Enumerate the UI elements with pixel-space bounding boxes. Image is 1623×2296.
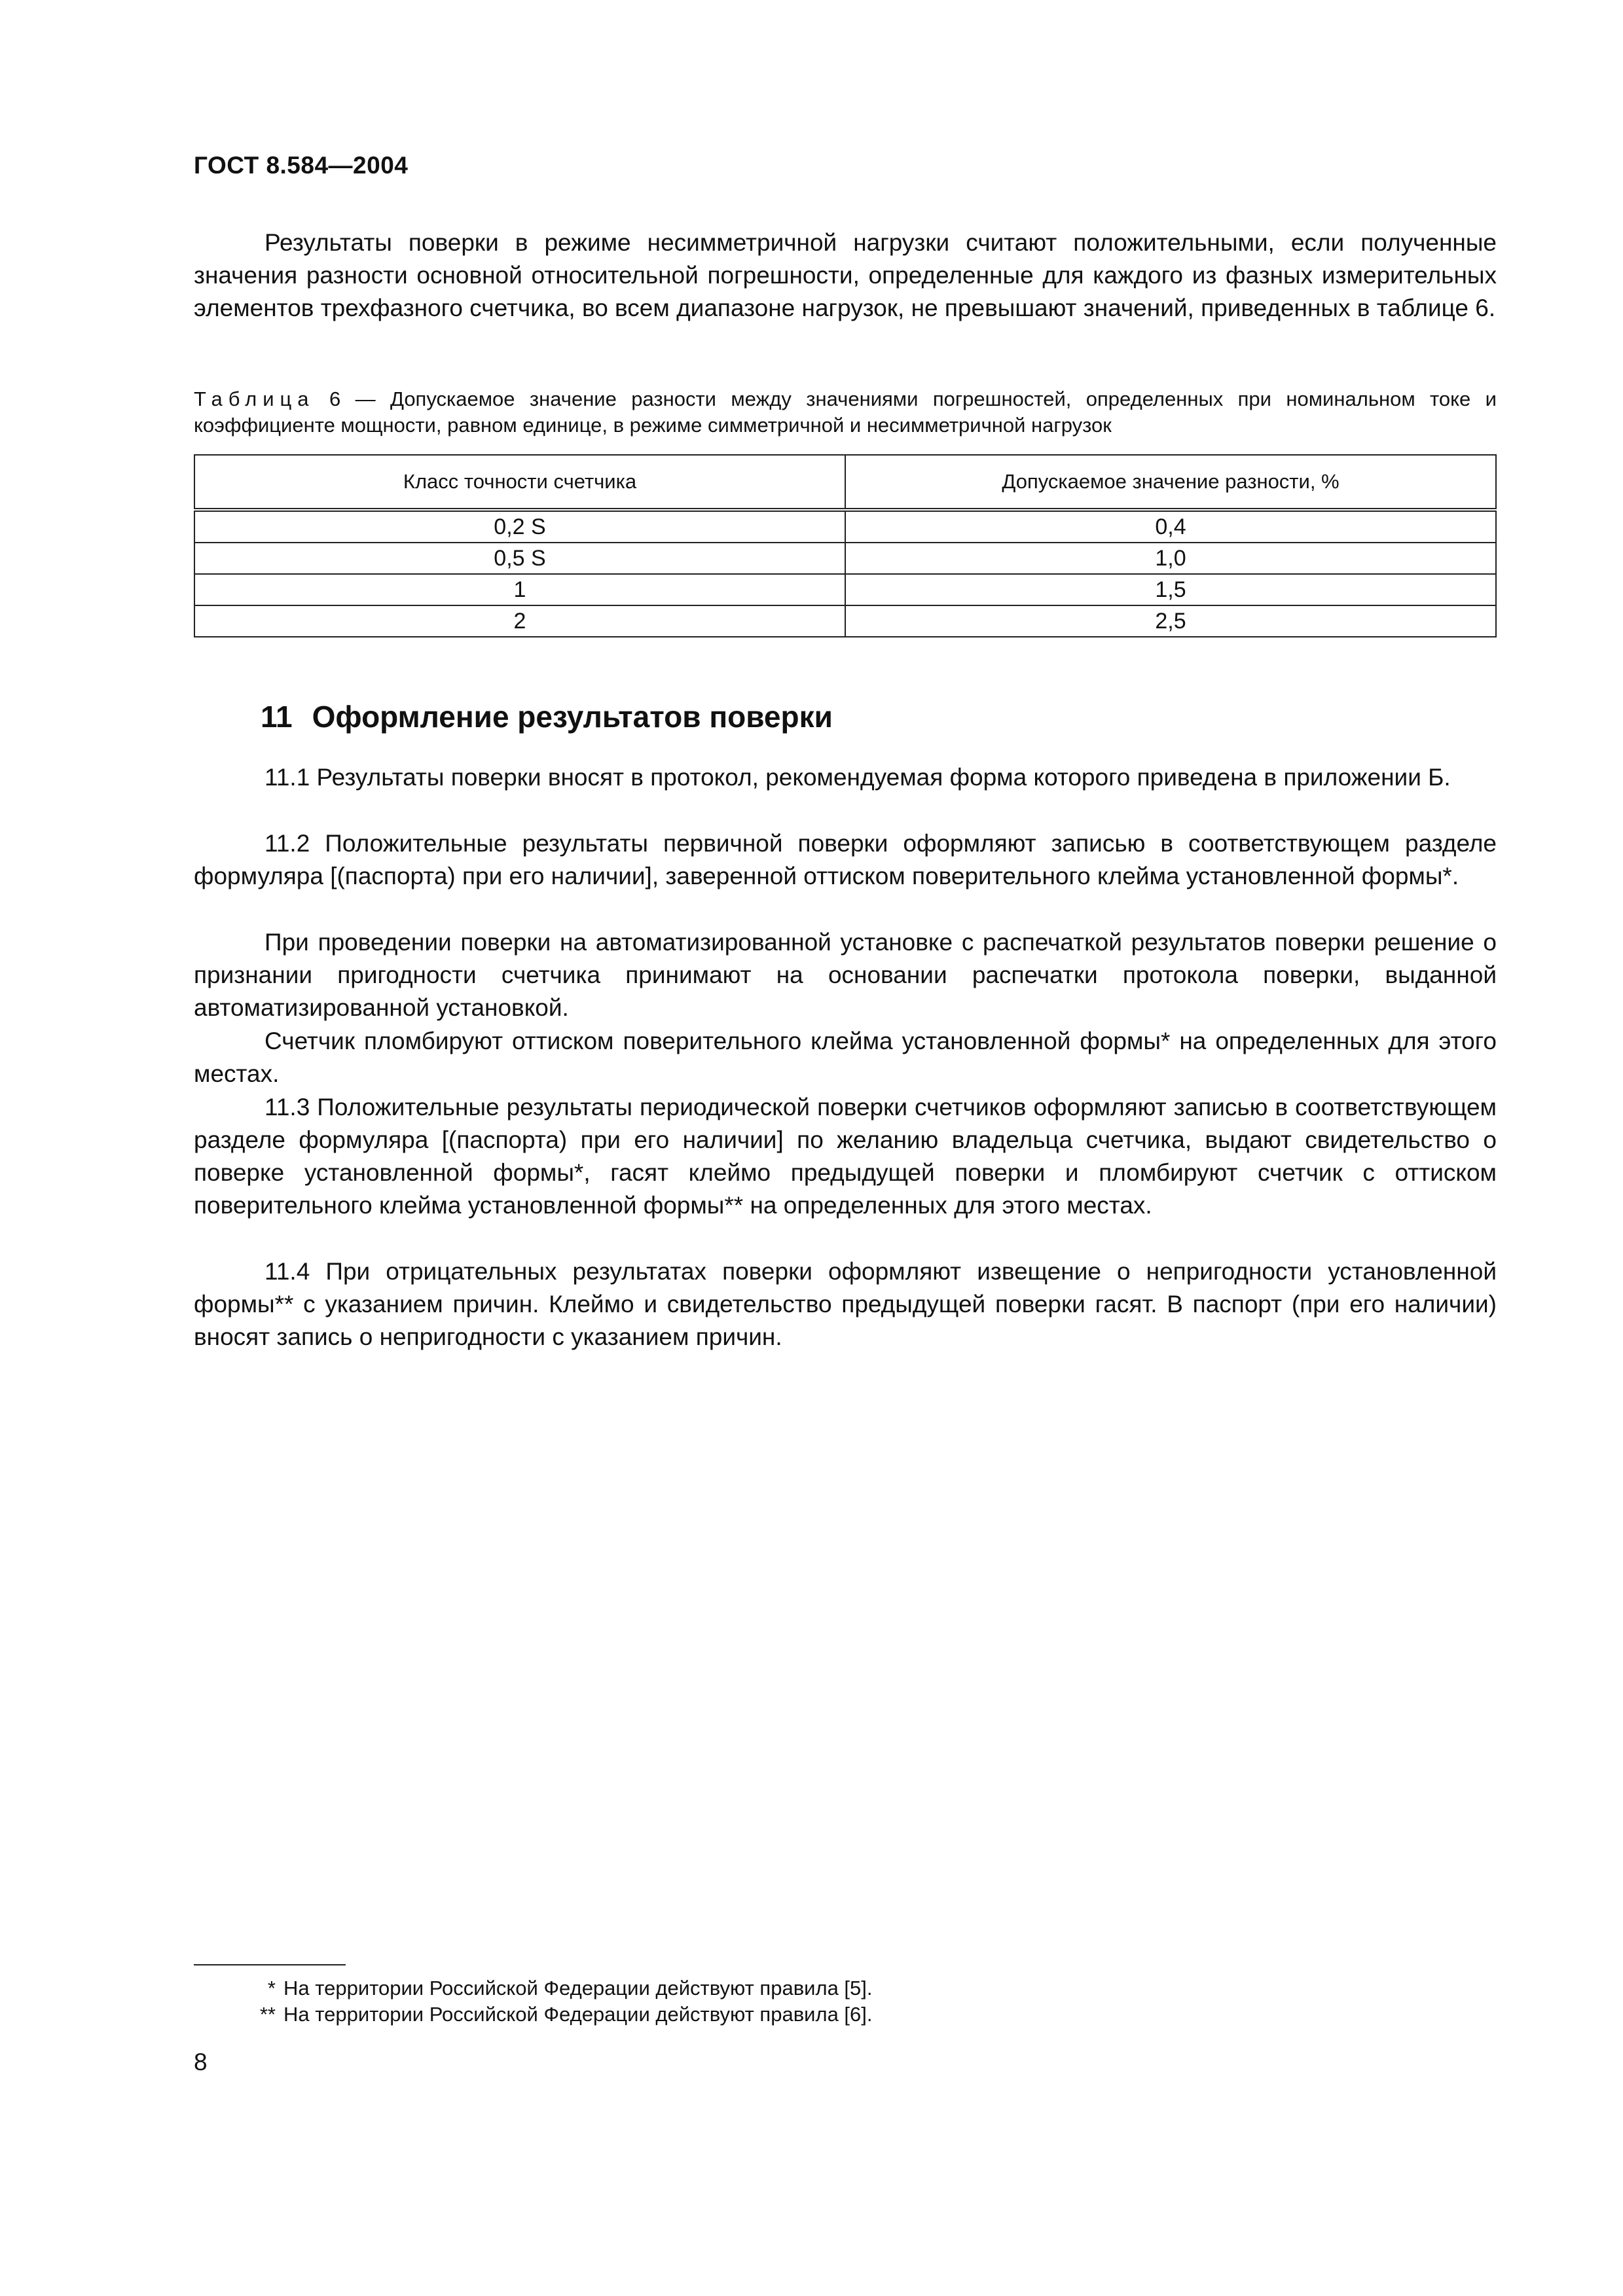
table-row [194,574,1496,605]
footnote-2 [194,2001,1497,2028]
accuracy-class-cell: 0,2 S [194,510,845,543]
allowed-difference-cell: 2,5 [845,605,1496,637]
footnote-text: На территории Российской Федерации действуют правила [6]. [283,2003,873,2026]
table-caption-label: Таблица [194,387,315,410]
footnote-text: На территории Российской Федерации действуют правила [5]. [283,1977,873,2000]
table-caption-text: 6 — Допускаемое значение разности между значениями погрешностей, определенных при номинальном токе и коэффициенте мощности, равном единице, в режиме симметричной и несимметричной нагрузок [194,387,1497,437]
footnote-mark: ** [259,2003,276,2026]
paragraph-automated-verification: При проведении поверки на автоматизированной установке с распечаткой результатов поверки решение о признании пригодности счетчика принимают на основании распечатки протокола поверки, выданной автоматизированной установкой. [194,929,1497,1021]
column-header-allowed-difference: Допускаемое значение разности, % [845,455,1496,510]
accuracy-class-cell: 1 [194,574,845,605]
page-number: 8 [194,2049,208,2075]
accuracy-class-cell: 2 [194,605,845,637]
table-row [194,543,1496,574]
accuracy-class-cell: 0,5 S [194,543,845,574]
section-heading [261,699,833,734]
paragraph-11-2: 11.2 Положительные результаты первичной поверки оформляют записью в соответствующем разделе формуляра [(паспорта) при его наличии], заверенной оттиском поверительного клейма установленной формы*. [194,830,1497,889]
footnote-mark: * [267,1977,276,2000]
section-number: 11 [261,700,293,734]
paragraph-11-4: 11.4 При отрицательных результатах поверки оформляют извещение о непригодности установленной формы** с указанием причин. Клеймо и свидетельство предыдущей поверки гасят. В паспорт (при его наличии) вносят запись о непригодности с указанием причин. [194,1258,1497,1350]
paragraph-sealing: Счетчик пломбируют оттиском поверительного клейма установленной формы* на определенных для этого местах. [194,1028,1497,1087]
section-title-text: Оформление результатов поверки [312,700,833,734]
table-header-row [194,455,1496,510]
table-row [194,605,1496,637]
allowed-difference-cell: 1,0 [845,543,1496,574]
table-row [194,510,1496,543]
paragraph-11-3: 11.3 Положительные результаты периодической поверки счетчиков оформляют записью в соответствующем разделе формуляра [(паспорта) при его наличии] по желанию владельца счетчика, выдают свидетельство о поверке установленной формы*, гасят клеймо предыдущей поверки и пломбируют счетчик с оттиском поверительного клейма установленной формы** на определенных для этого местах. [194,1094,1497,1219]
allowed-difference-cell: 1,5 [845,574,1496,605]
footnote-divider [194,1964,346,1965]
tolerance-table [194,454,1497,637]
footnote-1 [194,1975,1497,2001]
table-caption [194,386,1497,439]
document-header: ГОСТ 8.584—2004 [194,152,409,179]
column-header-accuracy-class: Класс точности счетчика [194,455,845,510]
allowed-difference-cell: 0,4 [845,510,1496,543]
intro-paragraph: Результаты поверки в режиме несимметричной нагрузки считают положительными, если полученные значения разности основной относительной погрешности, определенные для каждого из фазных измерительных элементов трехфазного счетчика, во всем диапазоне нагрузок, не превышают значений, приведенных в таблице 6. [194,229,1497,321]
paragraph-11-1: 11.1 Результаты поверки вносят в протокол, рекомендуемая форма которого приведена в приложении Б. [264,764,1451,791]
